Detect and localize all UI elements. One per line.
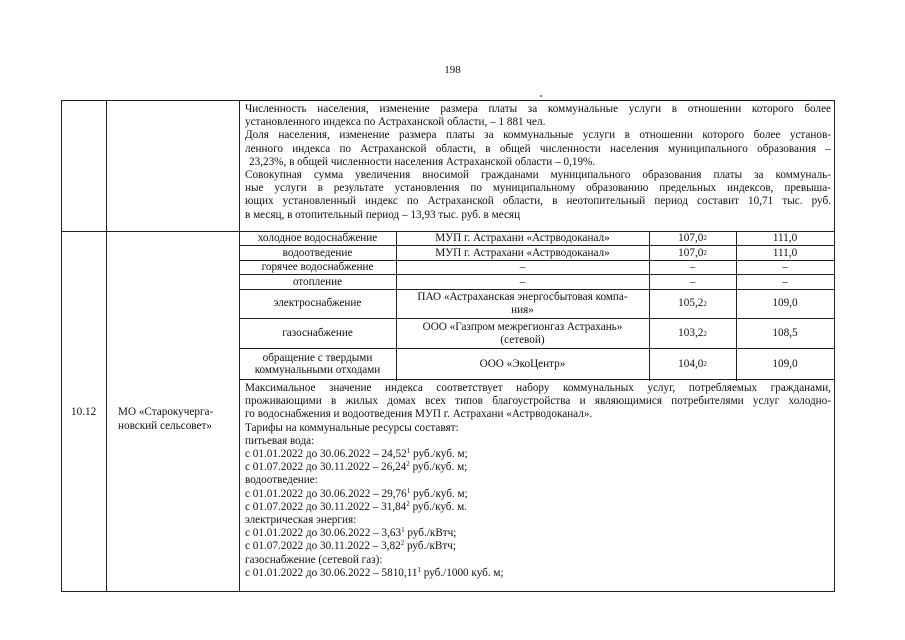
tariffs-intro: Тарифы на коммунальные ресурсы составят: — [245, 421, 459, 434]
service-name: обращение с твердыми коммунальными отходами — [254, 351, 381, 376]
index-value: – — [689, 275, 696, 288]
services-subtable — [239, 231, 834, 381]
service-provider: – — [519, 260, 526, 273]
water-heading: питьевая вода: — [245, 434, 315, 447]
column-divider — [106, 101, 107, 591]
index-value: 103,2 2 — [678, 327, 707, 340]
limit-value: 109,0 — [772, 357, 798, 370]
tariff-line: с 01.01.2022 до 30.06.2022 – 5810,11$^1$ руб./1000 куб. м; — [245, 565, 504, 579]
tariffs-block — [245, 382, 831, 580]
tariff-line: с 01.07.2022 до 30.11.2022 – 26,24$^2$ руб./куб. м; — [245, 460, 468, 474]
text-line: ленного индекса по Астраханской области, в общей численности населения муниципального образования – — [245, 142, 831, 155]
index-value: 104,0 2 — [678, 357, 707, 370]
limit-value: 108,5 — [772, 327, 798, 340]
text-line: Максимальное значение индекса соответствует набору коммунальных услуг, потребляемых гражданами, — [245, 382, 831, 394]
text-line: проживающими в жилых домах всех типов благоустройства и являющимися потребителями услуг холодно- — [245, 395, 831, 408]
service-provider: ООО «ЭкоЦентр» — [479, 357, 566, 370]
tariff-line: с 01.07.2022 до 30.11.2022 – 31,84$^2$ руб./куб. м. — [245, 499, 467, 513]
service-provider: МУП г. Астрахани «Астрводоканал» — [435, 231, 610, 244]
electric-heading: электрическая энергия: — [245, 514, 357, 527]
limit-value: 111,0 — [772, 246, 798, 259]
tariff-line: с 01.01.2022 до 30.06.2022 – 29,76$^1$ руб./куб. м; — [245, 486, 468, 500]
services-table — [61, 100, 835, 592]
page-number: 198 — [444, 64, 461, 76]
tariff-line: с 01.07.2022 до 30.11.2022 – 3,82$^2$ руб./кВтч; — [245, 539, 456, 553]
text-line: установленного индекса по Астраханской области, – 1 881 чел. — [245, 116, 546, 129]
text-line: го водоснабжения и водоотведения МУП г. Астрахани «Астрводоканал». — [245, 408, 593, 421]
service-provider: МУП г. Астрахани «Астрводоканал» — [435, 246, 610, 259]
index-value: 107,0 2 — [678, 231, 707, 244]
row-number: 10.12 — [71, 406, 97, 418]
service-name: горячее водоснабжение — [261, 260, 374, 273]
limit-value: 109,0 — [772, 297, 798, 310]
text-line: Доля населения, изменение размера платы за коммунальные услуги в отношении которого более установ- — [245, 129, 831, 142]
service-provider: ООО «Газпром межрегионгаз Астрахань» (сетевой) — [422, 321, 623, 346]
municipality-name-line1: МО «Старокучерга- — [118, 406, 214, 418]
tariff-line: с 01.01.2022 до 30.06.2022 – 3,63$^1$ руб./кВтч; — [245, 526, 457, 540]
gas-heading: газоснабжение (сетевой газ): — [245, 553, 383, 566]
service-name: водоотведение — [282, 246, 353, 259]
service-name: электроснабжение — [273, 297, 362, 310]
service-name: отопление — [292, 275, 343, 288]
text-line: ющих установленный индекс по Астраханской области, в неотопительный период составит 10,71 тыс. руб. — [245, 195, 831, 208]
index-value: – — [689, 260, 696, 273]
sewer-heading: водоотведение: — [245, 474, 318, 487]
municipality-name-line2: новский сельсовет» — [118, 420, 212, 432]
tariff-line: с 01.01.2022 до 30.06.2022 – 24,52$^1$ руб./куб. м; — [245, 447, 468, 461]
index-value: 105,2 2 — [678, 297, 707, 310]
service-name: холодное водоснабжение — [257, 231, 378, 244]
text-line: ные услуги в результате установления по муниципальному образованию предельных индексов, превыша- — [245, 182, 831, 195]
text-line: в месяц, в отопительный период – 13,93 тыс. руб. в месяц — [245, 208, 521, 221]
row-divider — [239, 379, 834, 380]
text-line: Совокупная сумма увеличения вносимой гражданами муниципального образования платы за коммуналь- — [245, 169, 831, 182]
population-info-block — [245, 103, 831, 222]
index-value: 107,0 2 — [678, 246, 707, 259]
text-line: Численность населения, изменение размера платы за коммунальные услуги в отношении которого более — [245, 103, 831, 115]
limit-value: – — [782, 275, 788, 288]
service-name: газоснабжение — [282, 327, 353, 340]
text-line: 23,23%, в общей численности населения Астраханской области – 0,19%. — [249, 155, 596, 168]
service-provider: – — [519, 275, 526, 288]
scan-speck — [540, 95, 542, 97]
service-provider: ПАО «Астраханская энергосбытовая компа- ния» — [417, 291, 628, 316]
limit-value: – — [782, 260, 788, 273]
limit-value: 111,0 — [772, 231, 798, 244]
